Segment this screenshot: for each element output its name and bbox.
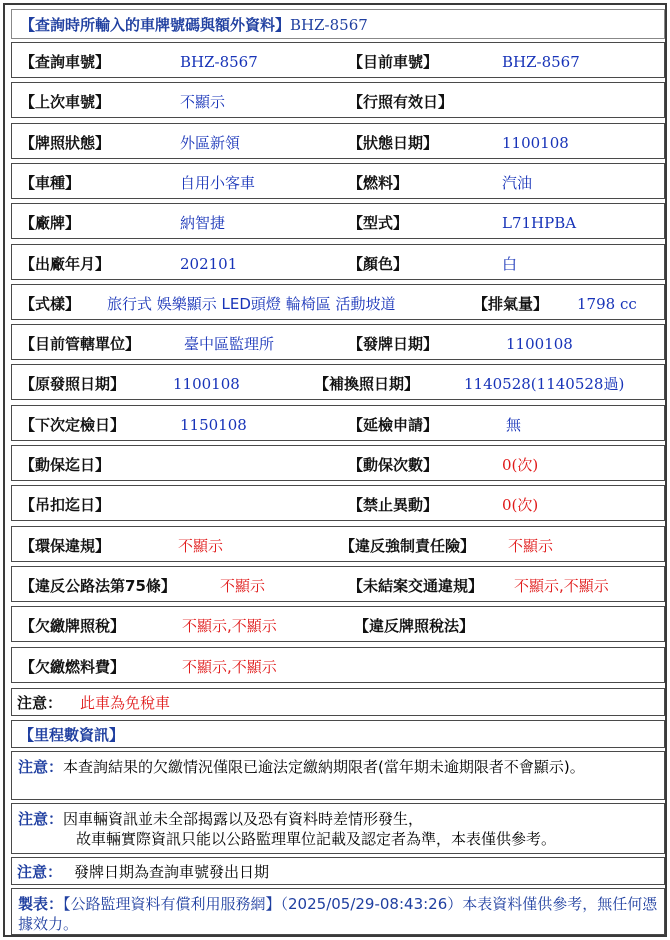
info-value: 不顯示,不顯示 <box>514 576 609 595</box>
tax-note-text: 此車為免稅車 <box>80 694 171 712</box>
info-row <box>11 324 665 360</box>
info-value: 1100108 <box>173 375 240 394</box>
info-label: 【吊扣迄日】 <box>20 496 111 515</box>
info-label: 【欠繳燃料費】 <box>20 657 126 676</box>
info-label: 【行照有效日】 <box>348 93 454 112</box>
info-row <box>11 445 665 481</box>
info-value: 不顯示,不顯示 <box>182 657 277 676</box>
note-overdue-text: 本查詢結果的欠繳情況僅限已逾法定繳納期限者(當年期未逾期限者不會顯示)。 <box>63 758 585 776</box>
footer-source <box>11 888 665 935</box>
mileage-section <box>11 720 665 748</box>
info-value: 白 <box>502 254 518 273</box>
info-label: 【延檢申請】 <box>348 415 439 434</box>
tax-exempt-note <box>11 688 665 716</box>
query-header-label: 【查詢時所輸入的車牌號碼與額外資料】 <box>20 16 291 34</box>
info-label: 【未結案交通違規】 <box>348 576 484 595</box>
info-label: 【下次定檢日】 <box>20 415 126 434</box>
info-label: 【違反公路法第75條】 <box>20 576 176 595</box>
info-label: 【廠牌】 <box>20 214 81 233</box>
info-label: 【原發照日期】 <box>20 375 126 394</box>
note-disclaimer-body <box>18 809 658 849</box>
info-row <box>11 566 665 602</box>
info-value: 自用小客車 <box>180 173 256 192</box>
info-label: 【顏色】 <box>348 254 409 273</box>
info-value: L71HPBA <box>502 214 577 233</box>
info-value: 1798 cc <box>577 294 637 313</box>
info-label: 【動保迄日】 <box>20 456 111 474</box>
info-row <box>11 606 665 642</box>
info-label: 【牌照狀態】 <box>20 133 111 152</box>
info-row <box>11 82 665 118</box>
info-label: 【發牌日期】 <box>348 335 439 354</box>
info-row <box>11 163 665 199</box>
info-label: 【上次車號】 <box>20 93 111 112</box>
info-value: 汽油 <box>502 173 533 192</box>
info-row <box>11 364 665 400</box>
info-value: 旅行式 娛樂顯示 LED頭燈 輪椅區 活動坡道 <box>107 294 396 313</box>
note-issue-label: 注意： <box>17 863 63 881</box>
info-value: 202101 <box>180 254 238 273</box>
info-label: 【車種】 <box>20 173 81 192</box>
footer-text: 【公路監理資料有償利用服務網】（2025/05/29-08:43:26）本表資料僅供參考，無任何憑據效力。 <box>18 895 658 933</box>
info-label: 【查詢車號】 <box>20 53 111 71</box>
info-value: 不顯示 <box>220 576 266 595</box>
note-disclaimer-line1: 因車輛資訊並未全部揭露以及恐有資料時差情形發生， <box>63 810 424 828</box>
note-overdue <box>11 751 665 800</box>
info-value: 1150108 <box>180 415 247 434</box>
info-value: 1100108 <box>506 335 573 354</box>
footer-body <box>18 894 658 934</box>
info-label: 【排氣量】 <box>473 294 549 313</box>
note-disclaimer-label: 注意： <box>18 810 64 828</box>
info-row <box>11 485 665 521</box>
note-issue-text: 發牌日期為查詢車號發出日期 <box>74 863 270 881</box>
info-label: 【目前管轄單位】 <box>20 335 141 354</box>
note-issue-date <box>11 857 665 885</box>
info-value: 無 <box>506 415 522 434</box>
info-row <box>11 284 665 320</box>
info-value: 1140528(1140528過) <box>464 375 625 394</box>
info-value: 不顯示 <box>508 536 554 555</box>
mileage-title: 【里程數資訊】 <box>19 726 125 744</box>
info-value: 外區新領 <box>180 133 241 152</box>
info-value: 臺中區監理所 <box>184 335 275 354</box>
info-row <box>11 244 665 280</box>
info-label: 【欠繳牌照稅】 <box>20 617 126 636</box>
query-header-plate: BHZ-8567 <box>290 16 368 34</box>
note-disclaimer <box>11 803 665 854</box>
info-value: 不顯示 <box>180 93 226 112</box>
note-disclaimer-line2: 故車輛實際資訊只能以公路監理單位記載及認定者為準，本表僅供參考。 <box>76 830 557 848</box>
info-label: 【違反強制責任險】 <box>340 536 476 555</box>
info-row <box>11 123 665 159</box>
info-value: BHZ-8567 <box>180 53 258 71</box>
info-label: 【狀態日期】 <box>348 133 439 152</box>
info-label: 【式樣】 <box>20 294 81 313</box>
query-header-title <box>20 15 368 35</box>
info-row <box>11 405 665 441</box>
query-header <box>11 9 665 39</box>
info-label: 【型式】 <box>348 214 409 233</box>
info-value: 不顯示,不顯示 <box>182 617 277 636</box>
info-label: 【禁止異動】 <box>348 496 439 515</box>
note-overdue-body <box>18 757 658 777</box>
info-row <box>11 526 665 562</box>
info-label: 【出廠年月】 <box>20 254 111 273</box>
info-row <box>11 203 665 239</box>
info-value: 1100108 <box>502 133 569 152</box>
info-value: 0(次) <box>502 456 539 474</box>
footer-label: 製表： <box>18 895 64 913</box>
tax-note-label: 注意： <box>17 694 63 712</box>
info-label: 【環保違規】 <box>20 536 111 555</box>
info-row <box>11 42 665 78</box>
info-value: BHZ-8567 <box>502 53 580 71</box>
info-value: 不顯示 <box>178 536 224 555</box>
info-label: 【動保次數】 <box>348 456 439 474</box>
info-value: 納智捷 <box>180 214 226 233</box>
info-row <box>11 647 665 683</box>
report-frame <box>3 3 667 937</box>
note-overdue-label: 注意： <box>18 758 64 776</box>
info-label: 【違反牌照稅法】 <box>354 617 475 636</box>
info-label: 【補換照日期】 <box>314 375 420 394</box>
info-value: 0(次) <box>502 496 539 515</box>
info-label: 【燃料】 <box>348 173 409 192</box>
info-label: 【目前車號】 <box>348 53 439 71</box>
